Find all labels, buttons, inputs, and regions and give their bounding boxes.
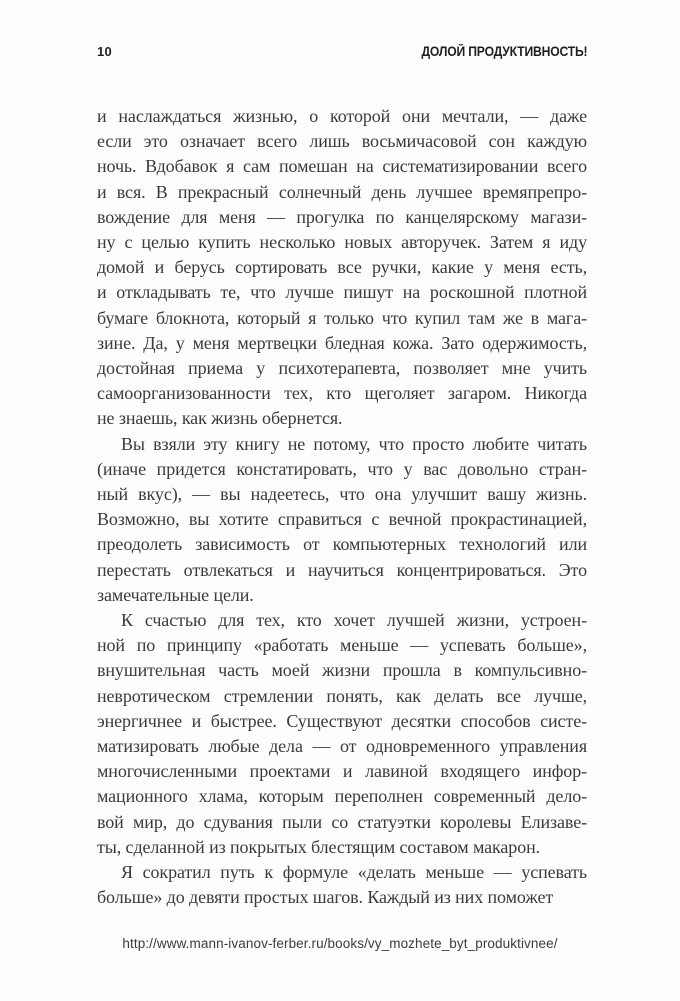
text-line: самоорганизованности тех, кто щеголяет загаром. Никогда	[97, 383, 587, 404]
text-line: преодолеть зависимость от компьютерных технологий или	[97, 534, 587, 555]
text-line: ночь. Вдобавок я сам помешан на систематизировании всего	[97, 156, 587, 177]
text-line: вождение для меня — прогулка по канцелярскому магази-	[97, 206, 587, 227]
paragraph	[97, 104, 587, 432]
text-line: Вы взяли эту книгу не потому, что просто любите читать	[121, 433, 587, 454]
text-line: Я сократил путь к формуле «делать меньше — успевать	[121, 862, 587, 883]
running-title: ДОЛОЙ ПРОДУКТИВНОСТЬ!	[421, 44, 587, 59]
text-line: мационного хлама, которым переполнен современный дело-	[97, 786, 587, 807]
text-line: и откладывать те, что лучше пишут на роскошной плотной	[97, 282, 587, 303]
text-line: ной по принципу «работать меньше — успевать больше»,	[97, 635, 587, 656]
text-line: внушительная часть моей жизни прошла в компульсивно-	[97, 660, 587, 681]
text-line: перестать отвлекаться и научиться концентрироваться. Это	[97, 559, 587, 580]
text-line: многочисленными проектами и лавиной входящего инфор-	[97, 761, 587, 782]
text-line: матизировать любые дела — от одновременного управления	[97, 736, 587, 757]
paragraph	[97, 860, 587, 910]
page-header	[97, 44, 587, 59]
text-line: ну с целью купить несколько новых авторучек. Затем я иду	[97, 232, 587, 253]
text-line: больше» до девяти простых шагов. Каждый из них поможет	[97, 887, 554, 908]
page-number: 10	[97, 44, 113, 59]
text-line: энергичнее и быстрее. Существуют десятки способов систе-	[97, 710, 587, 731]
footer-url: http://www.mann-ivanov-ferber.ru/books/vy_mozhete_byt_produktivnee/	[122, 936, 558, 951]
text-line: замечательные цели.	[97, 584, 254, 605]
text-line: ный вкус), — вы надеетесь, что она улучшит вашу жизнь.	[97, 484, 587, 505]
text-line: бумаге блокнота, который я только что купил там же в мага-	[97, 307, 587, 328]
text-line: не знаешь, как жизнь обернется.	[97, 408, 343, 429]
text-line: Возможно, вы хотите справиться с вечной прокрастинацией,	[97, 509, 587, 530]
paragraph	[97, 432, 587, 608]
paragraph	[97, 608, 587, 860]
text-line: вой мир, до сдувания пыли со статуэтки королевы Елизаве-	[97, 811, 587, 832]
text-line: достойная приема у психотерапевта, позволяет мне учить	[97, 358, 587, 379]
text-line: невротическом стремлении понять, как делать все лучше,	[97, 685, 587, 706]
text-line: и вся. В прекрасный солнечный день лучшее времяпрепро-	[97, 181, 587, 202]
text-line: ты, сделанной из покрытых блестящим составом макарон.	[97, 836, 541, 857]
text-line: если это означает всего лишь восьмичасовой сон каждую	[97, 131, 587, 152]
text-line: домой и берусь сортировать все ручки, какие у меня есть,	[97, 257, 587, 278]
page-footer	[0, 936, 680, 951]
text-line: К счастью для тех, кто хочет лучшей жизни, устроен-	[121, 610, 587, 631]
text-line: и наслаждаться жизнью, о которой они мечтали, — даже	[97, 106, 587, 126]
body-text	[97, 104, 587, 911]
text-line: (иначе придется констатировать, что у вас довольно стран-	[97, 458, 587, 479]
text-line: зине. Да, у меня мертвецки бледная кожа. Зато одержимость,	[97, 332, 587, 353]
